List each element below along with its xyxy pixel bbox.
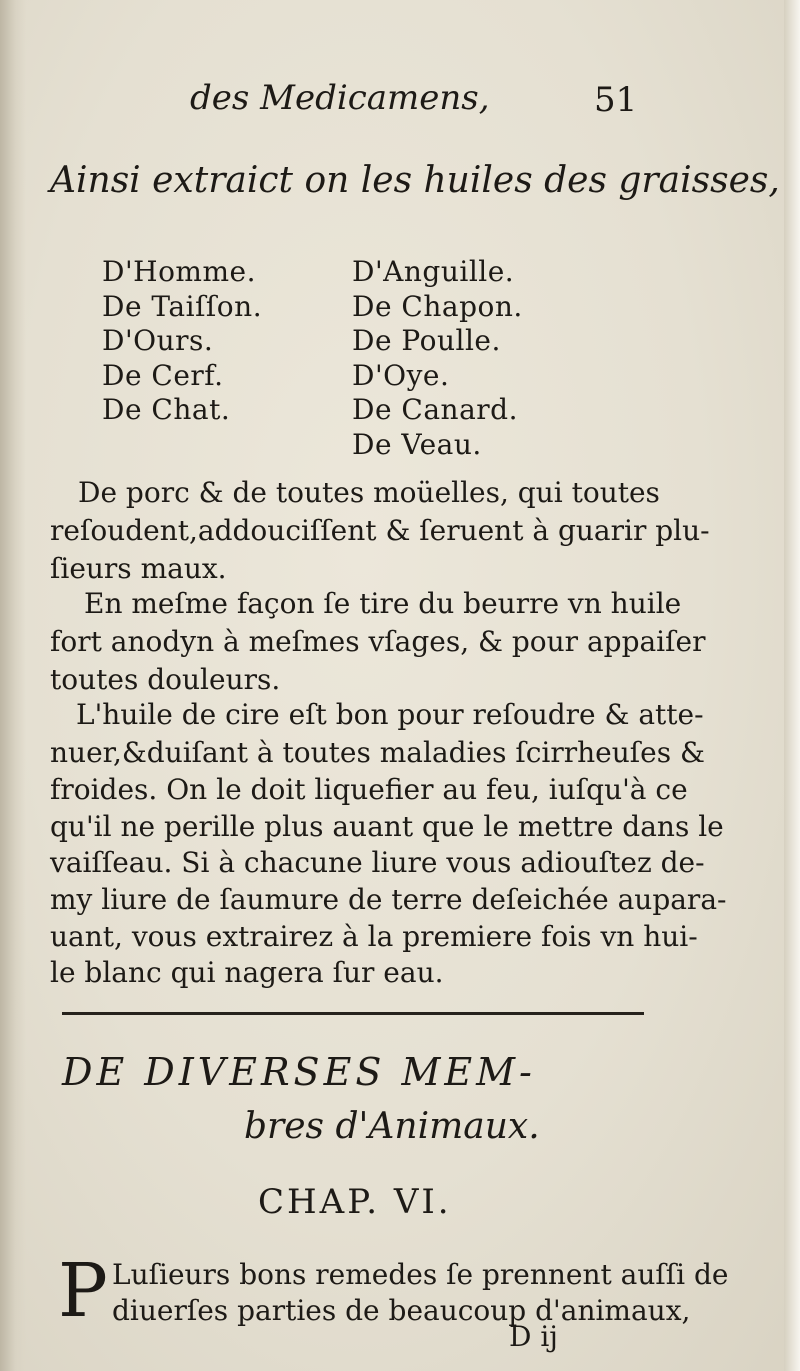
fat-list-item: De Chat. [102,393,231,426]
fat-list-item: De Chapon. [352,289,523,323]
chapter-number: CHAP. VI. [258,1182,452,1222]
body-text-line: De porc & de toutes moüelles, qui toutes [78,476,660,509]
fat-list-item: D'Oye. [352,358,450,392]
fat-list-item: D'Ours. [102,324,214,357]
body-text-line: ſieurs maux. [50,552,227,585]
section-subheading: Ainsi extraict on les huiles des graisses, [50,160,780,201]
fat-list-item: De Taiſſon. [102,289,263,323]
body-text-line: L'huile de cire eſt bon pour reſoudre & atte- [76,698,704,731]
fat-list-item: De Canard. [352,393,518,426]
page-gutter-shadow [0,0,26,1371]
body-text-line: le blanc qui nagera ſur eau. [50,956,444,989]
body-text-line: my liure de ſaumure de terre deſeichée aupara- [50,883,727,916]
body-text-line: fort anodyn à meſmes vſages, & pour appaiſer [50,625,706,658]
drop-cap: P [58,1248,108,1334]
section-divider-rule [62,1012,644,1015]
body-text-line: froides. On le doit liquefier au feu, iuſqu'à ce [50,773,688,806]
fat-list-right-column [352,255,523,462]
chapter-text-line: Luſieurs bons remedes ſe prennent auſſi de [112,1258,729,1291]
body-text-line: uant, vous extrairez à la premiere fois vn hui- [50,920,698,953]
fat-list-item: D'Anguille. [352,255,515,288]
fat-list-item: De Veau. [352,427,482,461]
signature-mark: D ij [509,1320,558,1353]
page-number: 51 [594,80,638,120]
body-text-line: vaiſſeau. Si à chacune liure vous adiouſtez de- [50,846,705,879]
running-title: des Medicamens, [190,78,490,118]
body-text-line: nuer,&duiſant à toutes maladies ſcirrheuſes & [50,736,705,769]
chapter-heading: DE DIVERSES MEM- [62,1050,536,1094]
fat-list-item: D'Homme. [102,255,256,288]
body-text-line: reſoudent,addouciſſent & ſeruent à guarir plu- [50,514,710,547]
chapter-heading-continuation: bres d'Animaux. [244,1106,540,1147]
chapter-text-line: diuerſes parties de beaucoup d'animaux, [112,1294,691,1327]
fat-list-left-column [102,255,262,428]
body-text-line: toutes douleurs. [50,663,281,696]
page-edge [784,0,800,1371]
fat-list-item: De Poulle. [352,324,501,357]
fat-list-item: De Cerf. [102,358,224,392]
body-text-line: qu'il ne perille plus auant que le mettre dans le [50,810,724,843]
body-text-line: En meſme façon ſe tire du beurre vn huile [84,587,682,620]
